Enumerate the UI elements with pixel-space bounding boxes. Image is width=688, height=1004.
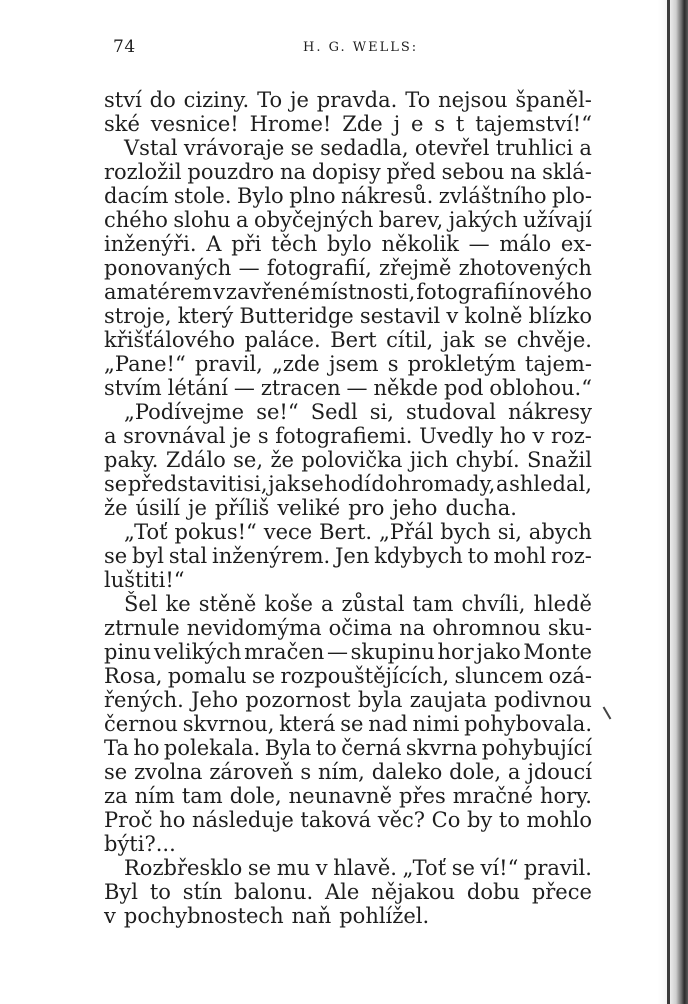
text-line: „Pane!“ pravil, „zde jsem s prokletým tajem- xyxy=(104,352,592,376)
text-line: rozložil pouzdro na dopisy před sebou na sklá- xyxy=(104,160,592,184)
page-edge-line xyxy=(667,0,670,1004)
text-line: stvím létání — ztracen — někde pod oblohou.“ xyxy=(104,376,592,400)
text-line: černou skvrnou, která se nad nimi pohybovala. xyxy=(104,712,592,736)
text-line: stroje, který Butteridge sestavil v kolně blízko xyxy=(104,304,592,328)
text-line: „Podívejme se!“ Sedl si, studoval nákresy xyxy=(124,400,592,424)
page-number: 74 xyxy=(113,37,136,57)
text-line: se představiti si, jak se hodí dohromady, a shledal, xyxy=(104,472,592,496)
text-line: Byl to stín balonu. Ale nějakou dobu přece xyxy=(104,880,592,904)
text-line: pinu velikých mračen — skupinu hor jako Monte xyxy=(104,640,592,664)
text-line: křišťálového paláce. Bert cítil, jak se chvěje. xyxy=(104,328,592,352)
text-line: se zvolna zároveň s ním, daleko dole, a jdoucí xyxy=(104,760,592,784)
text-line: Vstal vrávoraje se sedadla, otevřel truhlici a xyxy=(124,136,592,160)
text-line: že úsilí je příliš veliké pro jeho ducha. xyxy=(104,496,517,520)
text-line: býti?... xyxy=(104,832,176,856)
text-line: luštiti!“ xyxy=(104,568,185,592)
text-line: Rosa, pomalu se rozpouštějících, sluncem ozá- xyxy=(104,664,592,688)
text-line: ztrnule nevidomýma očima na ohromnou sku- xyxy=(104,616,592,640)
text-line: v pochybnostech naň pohlížel. xyxy=(104,904,430,928)
text-line: Proč ho následuje taková věc? Co by to mohlo xyxy=(104,808,592,832)
text-line: za ním tam dole, neunavně přes mračné hory. xyxy=(104,784,592,808)
page-edge-shadow xyxy=(658,0,688,1004)
text-line: inženýři. A při těch bylo několik — málo ex- xyxy=(104,232,592,256)
page-header xyxy=(113,37,613,61)
text-line: ské vesnice! Hrome! Zde j e s t tajemství!“ xyxy=(104,112,592,136)
text-line: ství do ciziny. To je pravda. To nejsou španěl- xyxy=(104,88,592,112)
text-line: amatérem v zavřené místnosti, fotografií nového xyxy=(104,280,592,304)
running-head: H. G. WELLS: xyxy=(303,40,419,55)
text-line: paky. Zdálo se, že polovička jich chybí. Snažil xyxy=(104,448,592,472)
text-line: chého slohu a obyčejných barev, jakých užívají xyxy=(104,208,592,232)
text-line: Ta ho polekala. Byla to černá skvrna pohybující xyxy=(104,736,592,760)
text-line: ponovaných — fotografií, zřejmě zhotovených xyxy=(104,256,592,280)
margin-mark xyxy=(603,706,612,719)
text-line: „Toť pokus!“ vece Bert. „Přál bych si, abych xyxy=(124,520,592,544)
text-line: řených. Jeho pozornost byla zaujata podivnou xyxy=(104,688,592,712)
text-line: Šel ke stěně koše a zůstal tam chvíli, hledě xyxy=(124,592,592,616)
text-line: Rozbřesklo se mu v hlavě. „Toť se ví!“ pravil. xyxy=(124,856,592,880)
text-line: a srovnával je s fotografiemi. Uvedly ho v roz- xyxy=(104,424,592,448)
text-line: dacím stole. Bylo plno nákresů. zvláštního plo- xyxy=(104,184,592,208)
body-text xyxy=(104,88,592,928)
text-line: se byl stal inženýrem. Jen kdybych to mohl roz- xyxy=(104,544,592,568)
